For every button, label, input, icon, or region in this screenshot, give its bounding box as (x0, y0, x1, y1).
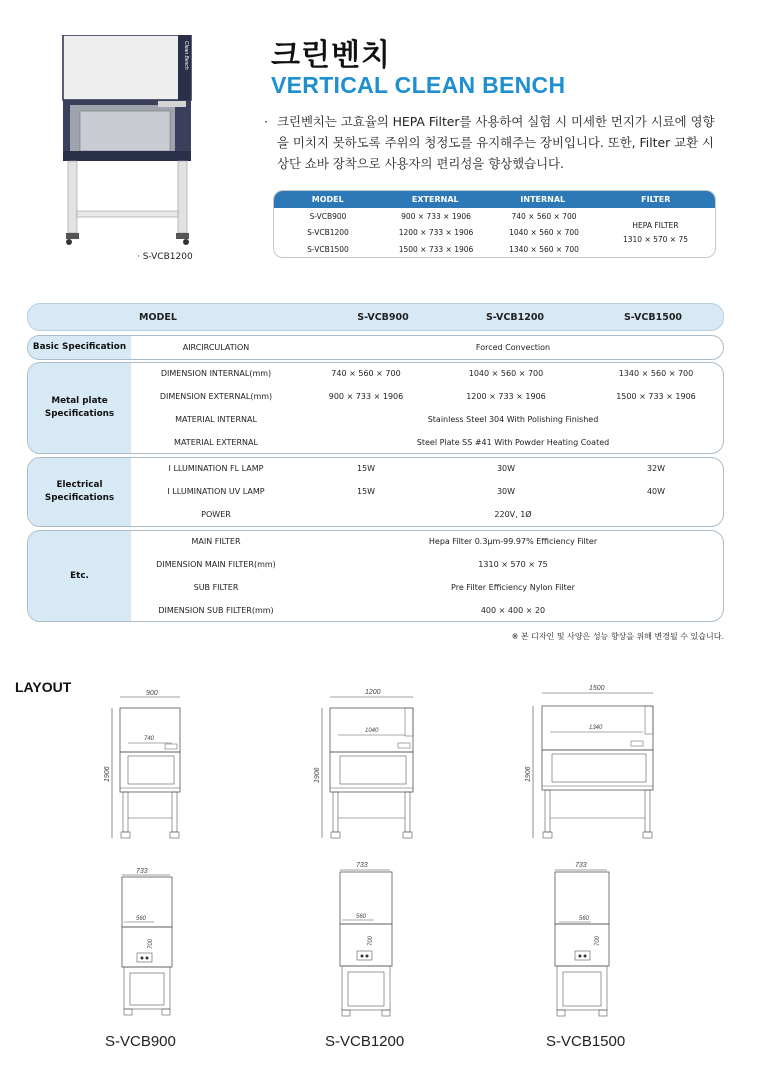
product-photo (58, 35, 198, 247)
summary-header-external: EXTERNAL (411, 195, 459, 204)
spec-group-etc (27, 530, 724, 622)
summary-cell: 1200 × 733 × 1906 (398, 228, 474, 238)
spec-value: Pre Filter Efficiency Nylon Filter (451, 583, 575, 592)
dim-depth: 733 (356, 862, 368, 869)
spec-row-dim-external (131, 386, 723, 409)
dim-width: 900 (146, 690, 158, 697)
spec-row-dim-main-filter (131, 554, 723, 577)
spec-value: 15W (356, 464, 376, 473)
layout-title: LAYOUT (15, 679, 72, 695)
front-drawing-900 (100, 688, 190, 848)
summary-header-row (274, 191, 715, 208)
dim-inner-depth: 560 (579, 916, 590, 922)
spec-header-model-1200: S-VCB1200 (485, 312, 545, 323)
layout-caption-1200: S-VCB1200 (325, 1033, 405, 1050)
layout-caption-900: S-VCB900 (105, 1033, 176, 1050)
spec-value: 1340 × 560 × 700 (618, 369, 694, 378)
summary-cell: 1340 × 560 × 700 (509, 244, 579, 254)
spec-row-label: DIMENSION SUB FILTER(mm) (158, 606, 274, 615)
spec-value: 1500 × 733 × 1906 (616, 392, 696, 401)
dim-width: 1500 (589, 685, 605, 692)
spec-value: 400 × 400 × 20 (480, 606, 546, 615)
spec-note: ※ 본 디자인 및 사양은 성능 향상을 위해 변경될 수 있습니다. (511, 632, 724, 641)
summary-filter-line2: 1310 × 570 × 75 (622, 235, 689, 244)
dim-depth: 733 (136, 868, 148, 875)
side-drawing-1200 (330, 858, 405, 1025)
dim-inner-width: 740 (144, 736, 155, 742)
title-english: VERTICAL CLEAN BENCH (271, 72, 566, 98)
front-drawing-1200 (305, 685, 420, 850)
spec-row-main-filter (131, 531, 723, 554)
spec-row-label: DIMENSION MAIN FILTER(mm) (156, 560, 276, 569)
spec-row-label: I LLUMINATION FL LAMP (168, 464, 264, 473)
summary-cell: S-VCB1500 (307, 244, 349, 254)
title-korean: 크린벤치 (271, 38, 391, 73)
spec-header-model-900: S-VCB900 (357, 312, 409, 323)
spec-value: 220V, 1Ø (494, 510, 532, 519)
spec-group-label: Basic Specification (28, 336, 131, 359)
spec-value: 1200 × 733 × 1906 (466, 392, 546, 401)
spec-row-fl-lamp (131, 458, 723, 481)
summary-cell: 740 × 560 × 700 (511, 211, 577, 221)
spec-value: Steel Plate SS #41 With Powder Heating Coated (416, 438, 610, 447)
spec-row-label: I LLUMINATION UV LAMP (167, 487, 265, 496)
summary-cell: S-VCB1200 (307, 228, 349, 238)
dim-width: 1200 (365, 689, 381, 696)
layout-caption-1500: S-VCB1500 (546, 1033, 626, 1050)
spec-value: Forced Convection (475, 343, 551, 352)
side-drawing-1500 (545, 858, 620, 1025)
description-text: 크린벤치는 고효율의 HEPA Filter를 사용하여 실험 시 미세한 먼지가 시료에 영향을 미치지 못하도록 주위의 청정도를 유지해주는 장비입니다. 또한, Filter 교환 시 상단 쇼바 장착으로 사용자의 편리성을 향상했습니다. (277, 114, 715, 171)
spec-header-row (27, 303, 724, 331)
spec-value: 30W (496, 464, 516, 473)
spec-group-label: Electrical Specifications (28, 458, 131, 526)
spec-value: Hepa Filter 0.3μm-99.97% Efficiency Filter (428, 537, 598, 546)
summary-cell: S-VCB900 (309, 211, 347, 221)
spec-header-model-1500: S-VCB1500 (623, 312, 683, 323)
spec-value: 15W (356, 487, 376, 496)
summary-header-filter: FILTER (641, 195, 671, 204)
dim-height: 1906 (104, 766, 111, 782)
summary-table (273, 190, 716, 258)
dim-inner-width: 1340 (589, 725, 603, 731)
spec-row-sub-filter (131, 577, 723, 600)
dim-inner-depth: 560 (136, 916, 147, 922)
spec-group-electrical (27, 457, 724, 527)
spec-row-label: MATERIAL EXTERNAL (174, 438, 258, 447)
summary-header-internal: INTERNAL (520, 195, 566, 204)
dim-inner-height: 700 (148, 938, 154, 949)
spec-row-label: AIRCIRCULATION (182, 343, 250, 352)
spec-value: 740 × 560 × 700 (331, 369, 401, 378)
spec-row-dim-internal (131, 363, 723, 386)
dim-inner-height: 700 (368, 935, 374, 946)
spec-row-power (131, 504, 723, 527)
spec-value: 900 × 733 × 1906 (328, 392, 404, 401)
summary-cell: 1040 × 560 × 700 (509, 228, 579, 238)
dim-inner-height: 700 (595, 935, 601, 946)
spec-header-model: MODEL (139, 312, 177, 323)
front-drawing-1500 (515, 680, 660, 850)
photo-caption: · S-VCB1200 (137, 252, 193, 262)
spec-row-label: MAIN FILTER (191, 537, 241, 546)
summary-cell: 900 × 733 × 1906 (401, 211, 471, 221)
dim-height: 1906 (314, 767, 321, 783)
side-drawing-900 (112, 865, 182, 1025)
spec-group-label: Metal plate Specifications (28, 363, 131, 453)
spec-row-material-external (131, 432, 723, 454)
photo-panel-text: Clean Bench (183, 41, 189, 70)
dim-inner-width: 1040 (365, 728, 379, 734)
description (264, 111, 718, 174)
spec-row-label: DIMENSION INTERNAL(mm) (160, 369, 272, 378)
spec-row-label: DIMENSION EXTERNAL(mm) (159, 392, 273, 401)
summary-cell: 1500 × 733 × 1906 (398, 244, 474, 254)
description-bullet: · (264, 114, 268, 129)
spec-group-label: Etc. (28, 531, 131, 621)
spec-value: 1040 × 560 × 700 (468, 369, 544, 378)
dim-inner-depth: 560 (356, 914, 367, 920)
spec-value: Stainless Steel 304 With Polishing Finished (427, 415, 599, 424)
spec-row-label: MATERIAL INTERNAL (175, 415, 257, 424)
spec-value: 1310 × 570 × 75 (478, 560, 548, 569)
spec-row-label: POWER (201, 510, 231, 519)
dim-height: 1906 (525, 766, 532, 782)
dim-depth: 733 (575, 862, 587, 869)
spec-row-aircirculation (131, 337, 723, 360)
spec-value: 32W (646, 464, 666, 473)
spec-group-basic (27, 335, 724, 360)
spec-row-material-internal (131, 409, 723, 432)
spec-group-metal (27, 362, 724, 454)
summary-filter-line1: HEPA FILTER (632, 221, 679, 230)
spec-row-uv-lamp (131, 481, 723, 504)
spec-row-dim-sub-filter (131, 600, 723, 622)
summary-filter-cell (596, 208, 715, 258)
summary-header-model: MODEL (311, 195, 344, 204)
spec-value: 40W (646, 487, 666, 496)
spec-row-label: SUB FILTER (193, 583, 239, 592)
spec-value: 30W (496, 487, 516, 496)
